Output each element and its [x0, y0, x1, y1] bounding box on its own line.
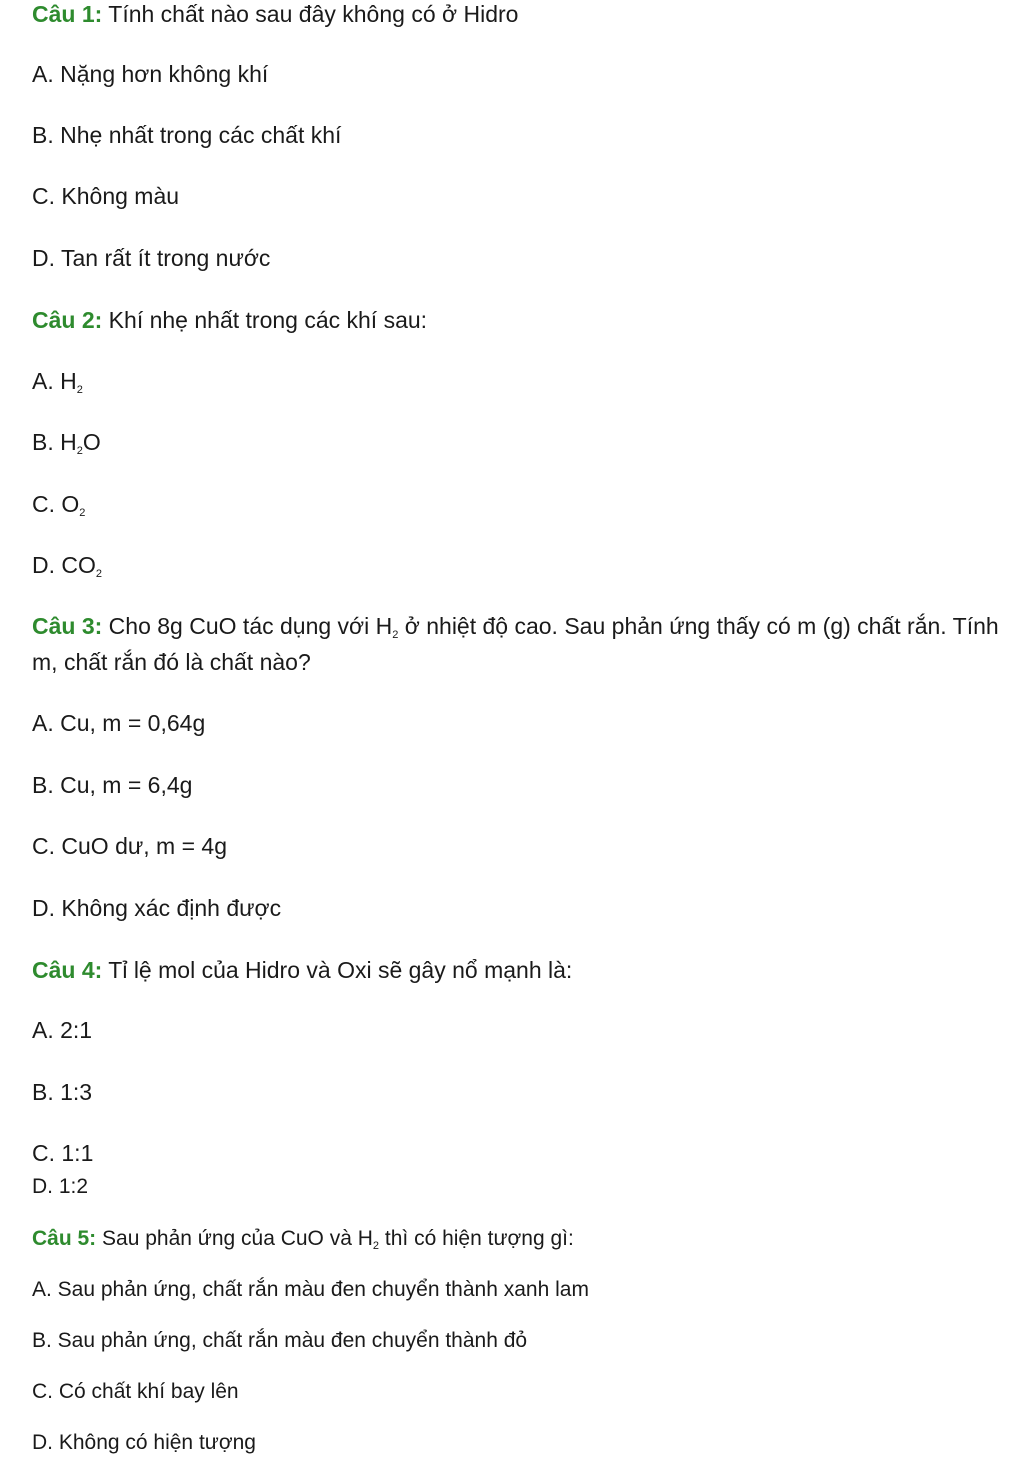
question-1: [32, 0, 518, 28]
subscript: 2: [76, 445, 83, 457]
option-3d: D. Không xác định được: [32, 895, 282, 921]
question-text-continued: thì có hiện tượng gì:: [379, 1227, 574, 1250]
option-text: B. H: [32, 429, 77, 455]
option-text: D. CO: [32, 552, 96, 578]
question-3: [32, 608, 1002, 680]
option-text: C. O: [32, 491, 80, 517]
subscript: 2: [79, 507, 86, 519]
option-3b: B. Cu, m = 6,4g: [32, 772, 193, 798]
question-4: [32, 956, 572, 984]
option-5a: A. Sau phản ứng, chất rắn màu đen chuyển thành xanh lam: [32, 1278, 589, 1301]
option-1a: A. Nặng hơn không khí: [32, 61, 269, 87]
option-2d: [32, 551, 102, 579]
question-text: Sau phản ứng của CuO và H: [96, 1227, 373, 1250]
option-2c: [32, 490, 85, 518]
question-text: Tính chất nào sau đây không có ở Hidro: [102, 1, 519, 27]
question-text-continued: ở nhiệt độ cao. Sau phản ứng thấy có m (g) chất rắn. Tính m, chất rắn đó là chất nào?: [32, 613, 999, 675]
option-3a: A. Cu, m = 0,64g: [32, 710, 206, 736]
subscript: 2: [392, 629, 399, 641]
question-label: Câu 2:: [32, 307, 103, 333]
option-5b: B. Sau phản ứng, chất rắn màu đen chuyển thành đỏ: [32, 1329, 528, 1352]
question-label: Câu 4:: [32, 957, 103, 983]
option-2b: [32, 428, 101, 456]
option-tail: O: [82, 429, 101, 455]
question-label: Câu 5:: [32, 1227, 97, 1250]
question-text: Tỉ lệ mol của Hidro và Oxi sẽ gây nổ mạnh là:: [102, 957, 573, 983]
question-5: [32, 1225, 574, 1253]
option-1c: C. Không màu: [32, 183, 180, 209]
subscript: 2: [76, 384, 83, 396]
subscript: 2: [372, 1240, 380, 1252]
option-4a: A. 2:1: [32, 1017, 93, 1043]
option-4c: C. 1:1: [32, 1140, 94, 1166]
option-3c: C. CuO dư, m = 4g: [32, 833, 227, 859]
question-2: [32, 306, 427, 334]
option-text: A. H: [32, 368, 77, 394]
question-text: Khí nhẹ nhất trong các khí sau:: [102, 307, 428, 333]
option-4b: B. 1:3: [32, 1079, 93, 1105]
subscript: 2: [95, 568, 103, 580]
question-label: Câu 1:: [32, 1, 103, 27]
question-text: Cho 8g CuO tác dụng với H: [102, 613, 393, 639]
option-4d: D. 1:2: [32, 1175, 89, 1198]
question-label: Câu 3:: [32, 613, 103, 639]
option-2a: [32, 367, 83, 395]
option-5c: C. Có chất khí bay lên: [32, 1380, 239, 1403]
option-5d: D. Không có hiện tượng: [32, 1431, 256, 1454]
option-1d: D. Tan rất ít trong nước: [32, 245, 271, 271]
option-1b: B. Nhẹ nhất trong các chất khí: [32, 122, 342, 148]
